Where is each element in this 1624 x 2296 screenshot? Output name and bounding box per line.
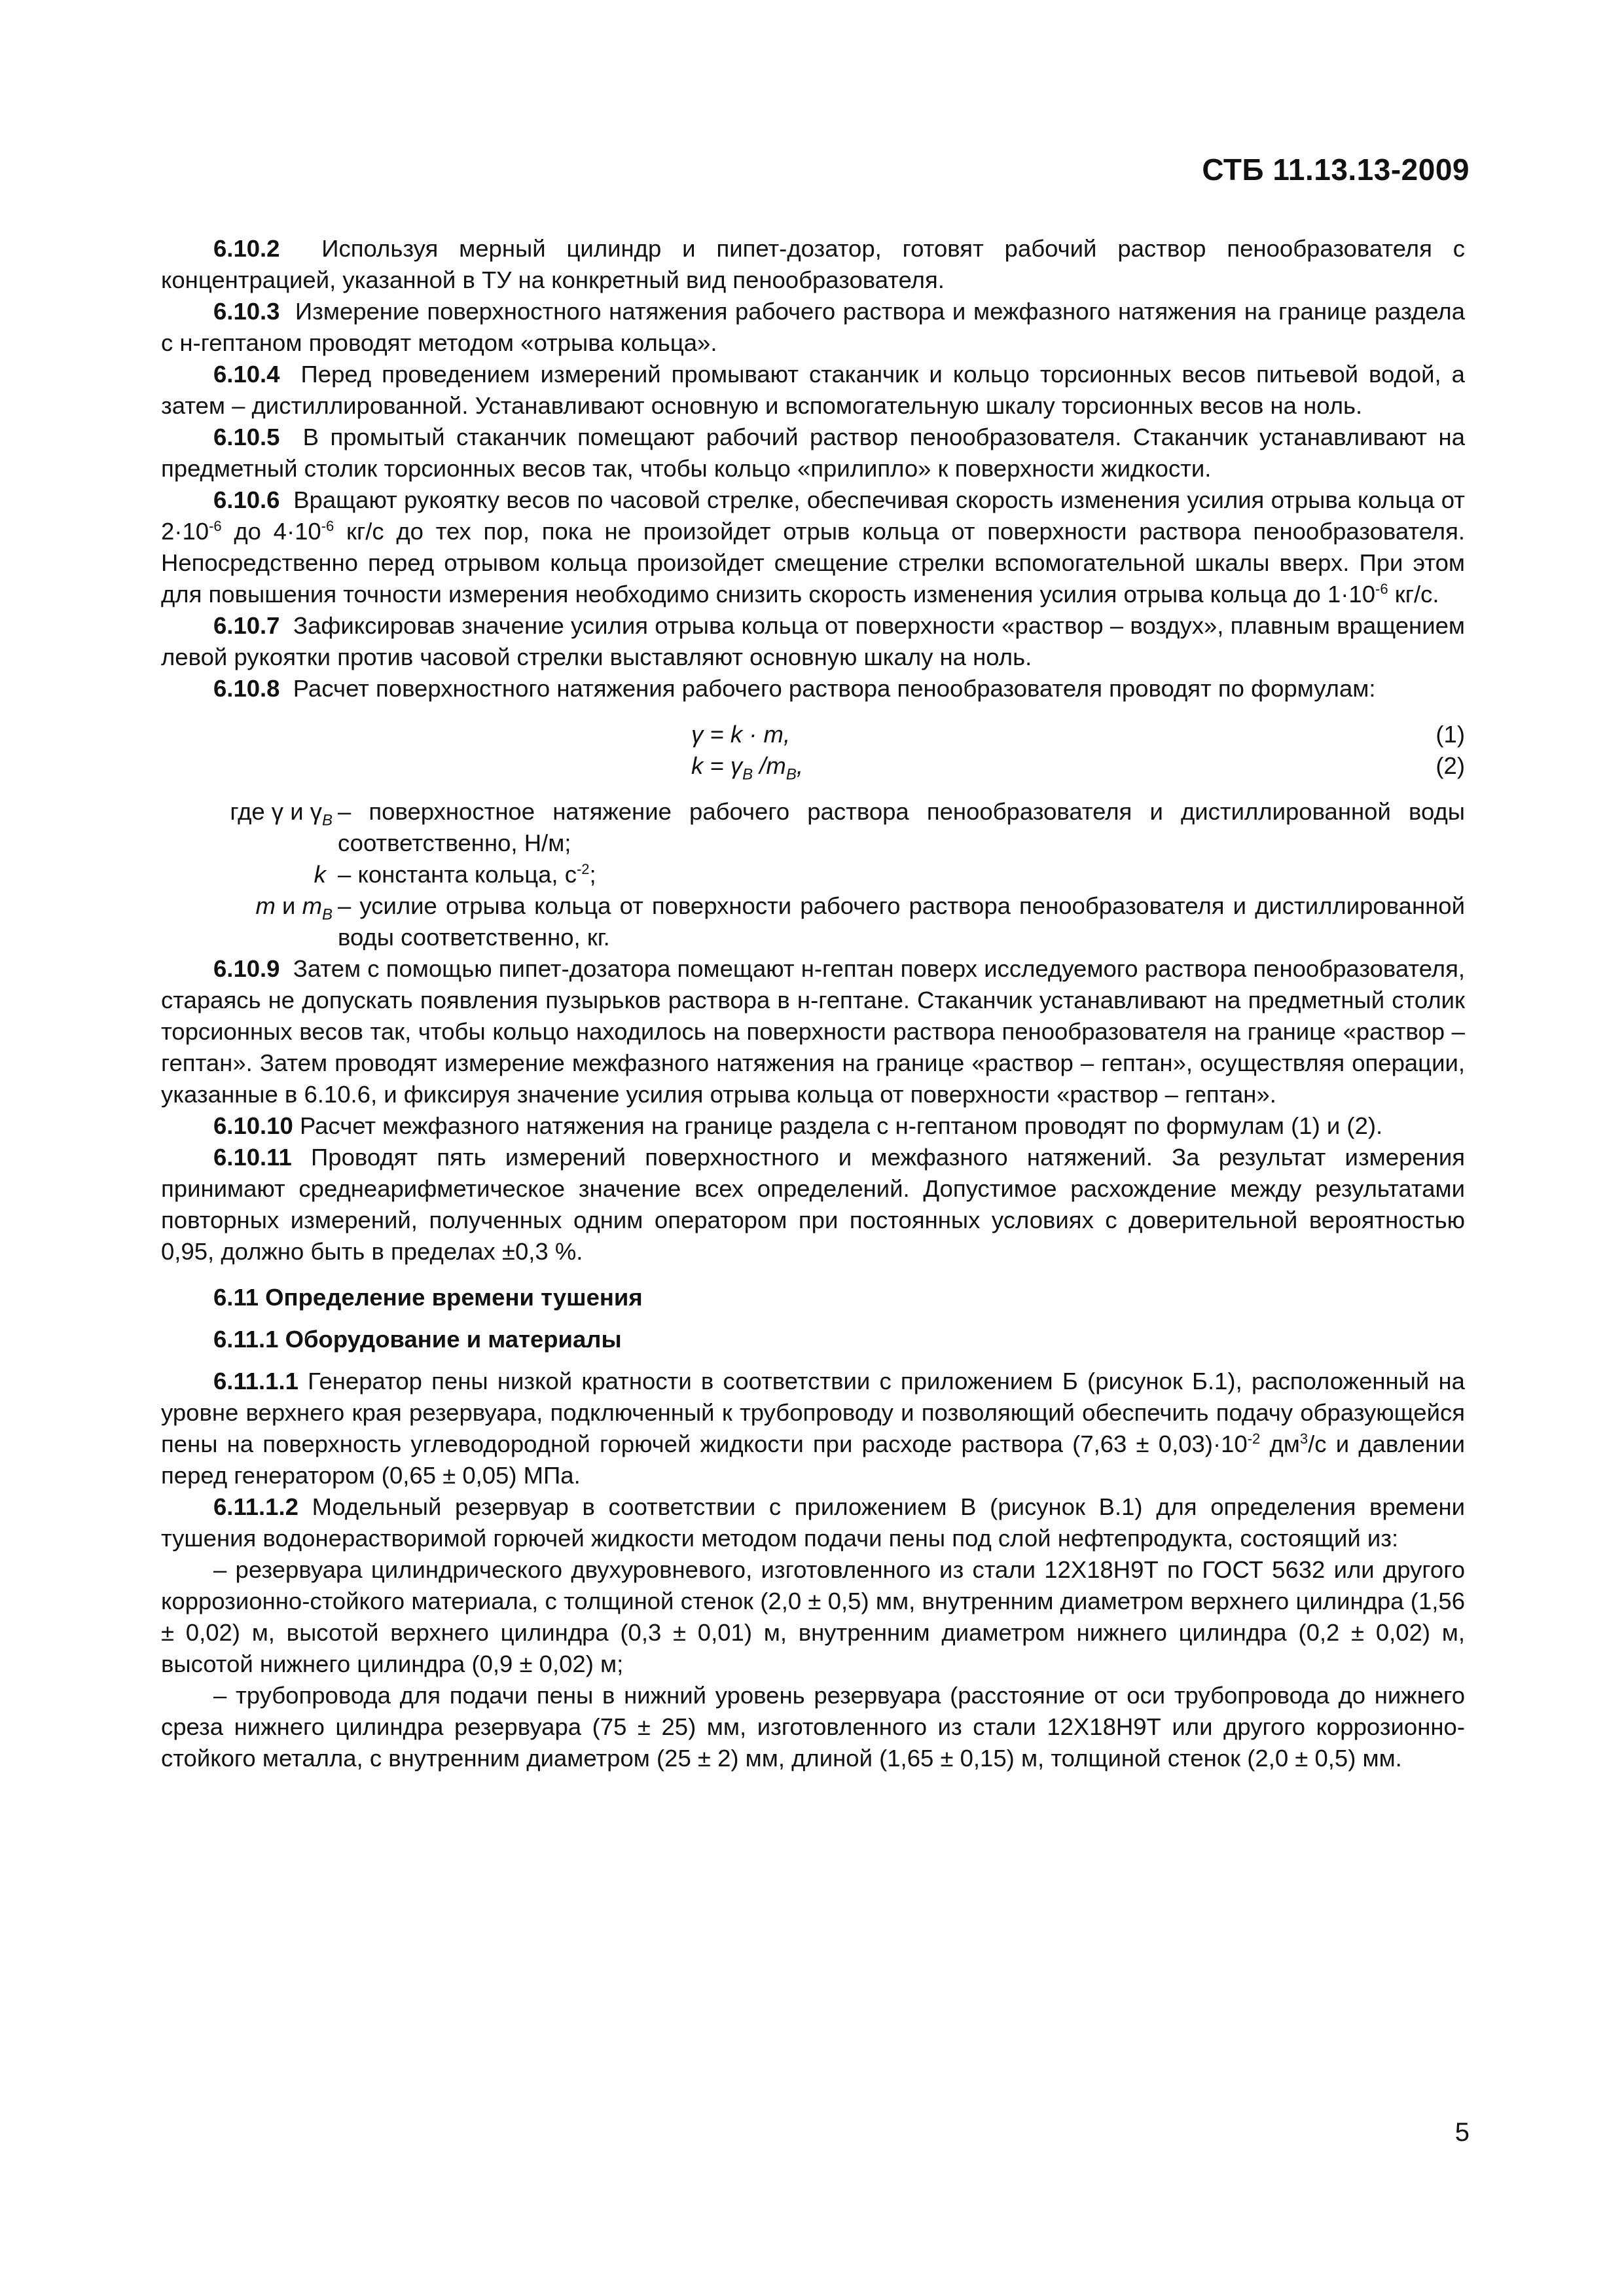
- clause-text: Расчет межфазного натяжения на границе раздела с н-гептаном проводят по формулам (1) и (2).: [299, 1112, 1383, 1139]
- clause-number: 6.10.9: [213, 955, 280, 982]
- formula-part: k = γ: [691, 752, 743, 779]
- page-number: 5: [1454, 2118, 1470, 2147]
- exponent: -6: [321, 517, 334, 534]
- paragraph-6-10-10: [161, 1110, 1465, 1142]
- exponent: 3: [1299, 1430, 1308, 1447]
- subscript: B: [321, 811, 333, 829]
- legend-symbol-text: m: [255, 892, 276, 919]
- clause-text: /с и давлении перед генератором (0,65 ± 0,05) МПа.: [161, 1430, 1465, 1489]
- legend-symbol-text: k: [314, 861, 326, 888]
- page-body: [161, 233, 1465, 1774]
- formula-number: (2): [1435, 752, 1465, 779]
- paragraph-6-11-1-2: [161, 1491, 1465, 1554]
- exponent: -2: [1247, 1430, 1261, 1447]
- formula-2: [161, 750, 1465, 782]
- clause-number: 6.10.2: [213, 235, 280, 262]
- clause-number: 6.11.1.2: [213, 1493, 298, 1520]
- clause-number: 6.10.4: [213, 361, 280, 388]
- formula-part: ,: [796, 752, 803, 779]
- legend-symbol-text: где γ и γ: [230, 798, 322, 825]
- formula-1: [161, 719, 1465, 750]
- paragraph-6-10-9: [161, 953, 1465, 1110]
- clause-text: Вращают рукоятку весов по часовой стрелке, обеспечивая скорость изменения усилия отрыва кольца от 2·10: [161, 486, 1465, 545]
- clause-number: 6.10.5: [213, 424, 280, 450]
- paragraph-6-10-5: [161, 422, 1465, 484]
- legend-text: ;: [589, 861, 596, 888]
- clause-number: 6.10.11: [213, 1144, 292, 1171]
- legend-symbol: [161, 796, 333, 828]
- subsection-heading-6-11-1: 6.11.1 Оборудование и материалы: [213, 1326, 622, 1353]
- clause-text: Зафиксировав значение усилия отрыва кольца от поверхности «раствор – воздух», плавным вращением левой рукоятки против часовой стрелки выставляют основную шкалу на ноль.: [161, 612, 1465, 670]
- paragraph-6-11-1-1: [161, 1366, 1465, 1491]
- clause-text: Расчет поверхностного натяжения рабочего раствора пенообразователя проводят по формулам:: [293, 675, 1376, 702]
- legend-row-gamma: [161, 796, 1465, 859]
- list-item: – трубопровода для подачи пены в нижний уровень резервуара (расстояние от оси трубопровода до нижнего среза нижнего цилиндра резервуара (75 ± 25) мм, изготовленного из стали 12Х18Н9Т или другого коррозионно-стойкого металла, с внутренним диаметром (25 ± 2) мм, длиной (1,65 ± 0,15) м, толщиной стенок (2,0 ± 0,5) мм.: [161, 1682, 1465, 1772]
- clause-text: дм: [1260, 1430, 1300, 1457]
- paragraph-6-10-6: [161, 484, 1465, 610]
- clause-number: 6.10.7: [213, 612, 280, 639]
- clause-text: кг/с.: [1388, 581, 1439, 608]
- clause-text: Проводят пять измерений поверхностного и межфазного натяжений. За результат измерения принимают среднеарифметическое значение всех определений. Допустимое расхождение между результатами повторных измерений, полученных одним оператором при постоянных условиях с доверительной вероятностью 0,95, должно быть в пределах ±0,3 %.: [161, 1144, 1465, 1265]
- clause-number: 6.10.8: [213, 675, 280, 702]
- legend-text: – поверхностное натяжение рабочего раствора пенообразователя и дистиллированной воды соответственно, Н/м;: [338, 798, 1465, 856]
- clause-text: Генератор пены низкой кратности в соответствии с приложением Б (рисунок Б.1), расположенный на уровне верхнего края резервуара, подключенный к трубопроводу и позволяющий обеспечить подачу образующейся пены на поверхность углеводородной горючей жидкости при расходе раствора (7,63 ± 0,03)·10: [161, 1368, 1465, 1457]
- legend-symbol-text: m: [302, 892, 322, 919]
- paragraph-6-10-3: [161, 296, 1465, 359]
- formula-expression: [691, 750, 803, 782]
- section-heading-6-11: 6.11 Определение времени тушения: [213, 1284, 643, 1311]
- subscript: B: [321, 905, 333, 924]
- clause-number: 6.10.6: [213, 486, 280, 513]
- clause-text: Перед проведением измерений промывают стаканчик и кольцо торсионных весов питьевой водой, а затем – дистиллированной. Устанавливают основную и вспомогательную шкалу торсионных весов на ноль.: [161, 361, 1465, 419]
- exponent: -2: [576, 860, 590, 877]
- legend-symbol: [161, 859, 333, 890]
- document-code: СТБ 11.13.13-2009: [1202, 153, 1470, 187]
- legend-text: – константа кольца, с: [338, 861, 577, 888]
- paragraph-6-10-4: [161, 359, 1465, 422]
- exponent: -6: [1375, 580, 1388, 597]
- legend-row-m: [161, 890, 1465, 953]
- formula-number: (1): [1435, 721, 1465, 748]
- legend-row-k: [161, 859, 1465, 890]
- clause-number: 6.10.10: [213, 1112, 293, 1139]
- symbol-legend: [161, 796, 1465, 953]
- legend-symbol-text: и: [275, 892, 302, 919]
- list-item: – резервуара цилиндрического двухуровневого, изготовленного из стали 12Х18Н9Т по ГОСТ 5632 или другого коррозионно-стойкого материала, с толщиной стенок (2,0 ± 0,5) мм, внутренним диаметром верхнего цилиндра (1,56 ± 0,02) м, высотой верхнего цилиндра (0,3 ± 0,01) м, внутренним диаметром нижнего цилиндра (0,2 ± 0,02) м, высотой нижнего цилиндра (0,9 ± 0,02) м;: [161, 1556, 1465, 1677]
- paragraph-6-10-8: [161, 673, 1465, 704]
- paragraph-6-10-2: [161, 233, 1465, 296]
- subscript: B: [742, 765, 753, 784]
- clause-number: 6.10.3: [213, 298, 280, 325]
- exponent: -6: [209, 517, 222, 534]
- clause-text: до 4·10: [221, 518, 321, 545]
- formula-part: /m: [753, 752, 786, 779]
- clause-text: Измерение поверхностного натяжения рабочего раствора и межфазного натяжения на границе раздела с н-гептаном проводят методом «отрыва кольца».: [161, 298, 1465, 356]
- subscript: B: [785, 765, 797, 784]
- clause-text: Модельный резервуар в соответствии с приложением В (рисунок В.1) для определения времени тушения водонерастворимой горючей жидкости методом подачи пены под слой нефтепродукта, состоящий из:: [161, 1493, 1465, 1552]
- paragraph-6-10-7: [161, 610, 1465, 673]
- clause-text: Используя мерный цилиндр и пипет-дозатор, готовят рабочий раствор пенообразователя с концентрацией, указанной в ТУ на конкретный вид пенообразователя.: [161, 235, 1465, 293]
- clause-text: В промытый стаканчик помещают рабочий раствор пенообразователя. Стаканчик устанавливают на предметный столик торсионных весов так, чтобы кольцо «прилипло» к поверхности жидкости.: [161, 424, 1465, 482]
- formula-expression: γ = k · m,: [691, 721, 791, 748]
- legend-text: – усилие отрыва кольца от поверхности рабочего раствора пенообразователя и дистиллированной воды соответственно, кг.: [338, 892, 1465, 951]
- paragraph-6-10-11: [161, 1142, 1465, 1267]
- clause-text: кг/с до тех пор, пока не произойдет отрыв кольца от поверхности раствора пенообразователя. Непосредственно перед отрывом кольца произойдет смещение стрелки вспомогательной шкалы вверх. При этом для повышения точности измерения необходимо снизить скорость изменения усилия отрыва кольца до 1·10: [161, 518, 1465, 608]
- clause-text: Затем с помощью пипет-дозатора помещают н-гептан поверх исследуемого раствора пенообразователя, стараясь не допускать появления пузырьков раствора в н-гептане. Стаканчик устанавливают на предметный столик торсионных весов так, чтобы кольцо находилось на поверхности раствора пенообразователя на границе «раствор – гептан». Затем проводят измерение межфазного натяжения на границе «раствор – гептан», осуществляя операции, указанные в 6.10.6, и фиксируя значение усилия отрыва кольца от поверхности «раствор – гептан».: [161, 955, 1465, 1108]
- clause-number: 6.11.1.1: [213, 1368, 298, 1394]
- legend-symbol: [161, 890, 333, 922]
